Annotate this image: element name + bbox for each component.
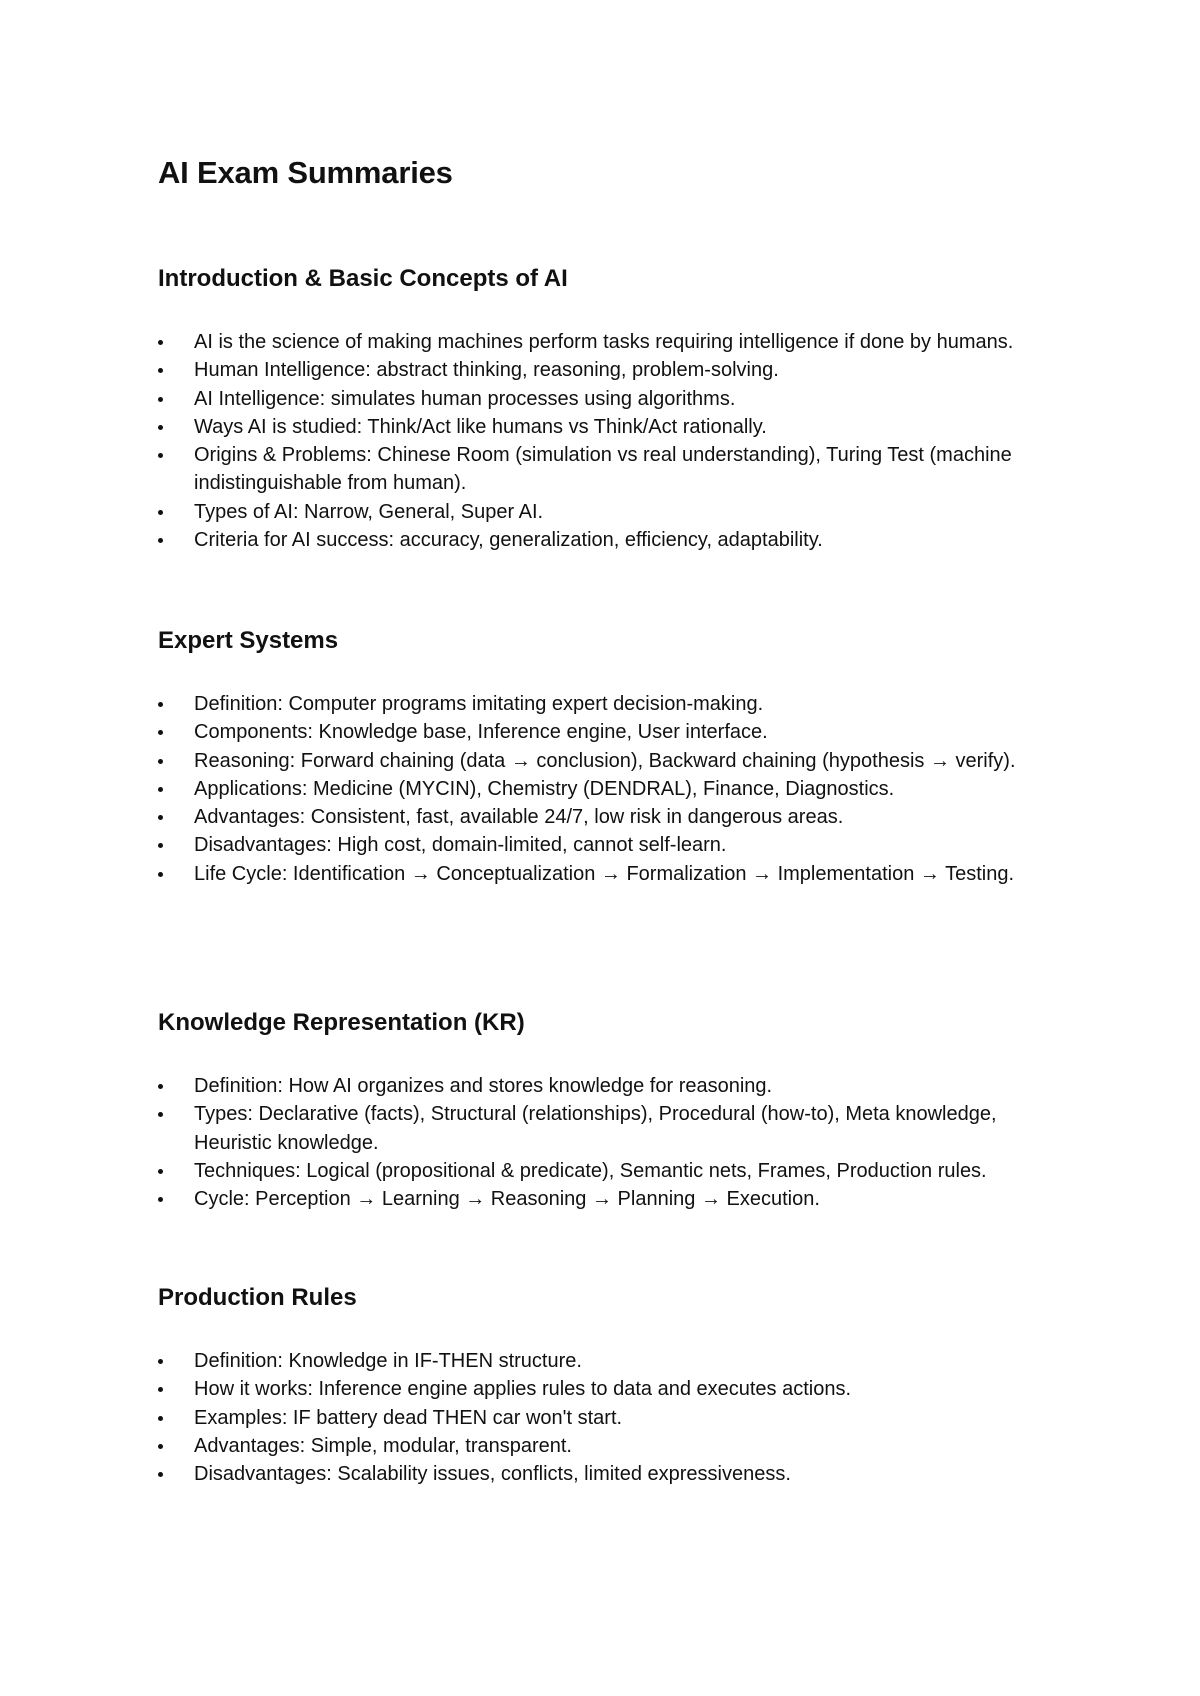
section-heading: Introduction & Basic Concepts of AI [158,265,568,292]
bullet-icon [158,815,163,820]
list-item-text: Examples: IF battery dead THEN car won't start. [194,1406,623,1429]
list-item [158,356,1054,384]
list-item [158,1404,1054,1432]
list-item-text: Reasoning: Forward chaining (data → conclusion), Backward chaining (hypothesis → verify). [194,749,1016,772]
list-item [158,1347,1054,1375]
bullet-icon [158,787,163,792]
document-title: AI Exam Summaries [158,155,453,190]
bullet-icon [158,1387,163,1392]
bullet-icon [158,1472,163,1477]
list-item-text: Ways AI is studied: Think/Act like humans vs Think/Act rationally. [194,415,767,438]
bullet-icon [158,759,163,764]
list-item-text: Definition: How AI organizes and stores knowledge for reasoning. [194,1075,773,1097]
list-item-text: Human Intelligence: abstract thinking, reasoning, problem-solving. [194,359,779,382]
list-item-text: Advantages: Consistent, fast, available 24/7, low risk in dangerous areas. [194,806,844,829]
list-item [158,526,1054,554]
list-item [158,385,1054,413]
section-heading: Production Rules [158,1284,357,1311]
list-item-text: AI is the science of making machines perform tasks requiring intelligence if done by humans. [194,331,1014,353]
list-item-text: AI Intelligence: simulates human processes using algorithms. [194,387,736,410]
list-item-text: Types: Declarative (facts), Structural (relationships), Procedural (how-to), Meta knowledge, Heuristic knowledge. [194,1103,997,1154]
list-item-text: Definition: Computer programs imitating expert decision-making. [194,693,764,715]
bullet-icon [158,843,163,848]
list-item [158,718,1054,746]
bullet-icon [158,453,163,458]
list-item-text: Definition: Knowledge in IF-THEN structure. [194,1350,582,1372]
list-item [158,413,1054,441]
list-item [158,690,1054,718]
bullet-icon [158,1169,163,1174]
list-item [158,1375,1054,1403]
list-item [158,441,1054,498]
bullet-icon [158,702,163,707]
list-item [158,860,1054,888]
section-production-rules [158,1283,1058,1486]
bullet-icon [158,538,163,543]
bullet-icon [158,1444,163,1449]
list-item [158,831,1054,859]
bullet-icon [158,397,163,402]
list-item-text: Techniques: Logical (propositional & predicate), Semantic nets, Frames, Production rules. [194,1159,987,1182]
list-item [158,747,1054,775]
bullet-icon [158,425,163,430]
list-item [158,1460,1054,1488]
list-item-text: Origins & Problems: Chinese Room (simulation vs real understanding), Turing Test (machine indistinguishable from human). [194,444,1012,495]
bullet-icon [158,1084,163,1089]
bullet-list [158,1072,1058,1213]
list-item-text: Life Cycle: Identification → Conceptualization → Formalization → Implementation → Testing. [194,862,1015,885]
bullet-list [158,328,1058,554]
list-item [158,1432,1054,1460]
list-item-text: Types of AI: Narrow, General, Super AI. [194,500,544,523]
bullet-icon [158,730,163,735]
list-item [158,1100,1054,1157]
bullet-icon [158,1416,163,1421]
list-item-text: Advantages: Simple, modular, transparent. [194,1434,572,1457]
list-item [158,1157,1054,1185]
bullet-icon [158,340,163,345]
bullet-icon [158,368,163,373]
section-intro-basic-concepts [158,264,1058,552]
list-item [158,1072,1054,1100]
section-expert-systems [158,626,1058,885]
list-item-text: Disadvantages: High cost, domain-limited, cannot self-learn. [194,834,727,857]
list-item [158,803,1054,831]
section-heading: Expert Systems [158,627,339,654]
bullet-list [158,690,1058,888]
list-item-text: Criteria for AI success: accuracy, generalization, efficiency, adaptability. [194,529,823,552]
bullet-icon [158,1197,163,1202]
list-item-text: Disadvantages: Scalability issues, conflicts, limited expressiveness. [194,1463,791,1486]
list-item-text: Applications: Medicine (MYCIN), Chemistry (DENDRAL), Finance, Diagnostics. [194,777,895,800]
section-knowledge-representation [158,1008,1058,1211]
bullet-icon [158,1359,163,1364]
list-item-text: Cycle: Perception → Learning → Reasoning → Planning → Execution. [194,1188,820,1211]
list-item-text: Components: Knowledge base, Inference engine, User interface. [194,721,768,744]
list-item-text: How it works: Inference engine applies rules to data and executes actions. [194,1378,852,1401]
bullet-icon [158,872,163,877]
bullet-icon [158,510,163,515]
list-item [158,1185,1054,1213]
section-heading: Knowledge Representation (KR) [158,1009,525,1036]
bullet-list [158,1347,1058,1488]
bullet-icon [158,1112,163,1117]
list-item [158,328,1054,356]
list-item [158,775,1054,803]
list-item [158,498,1054,526]
